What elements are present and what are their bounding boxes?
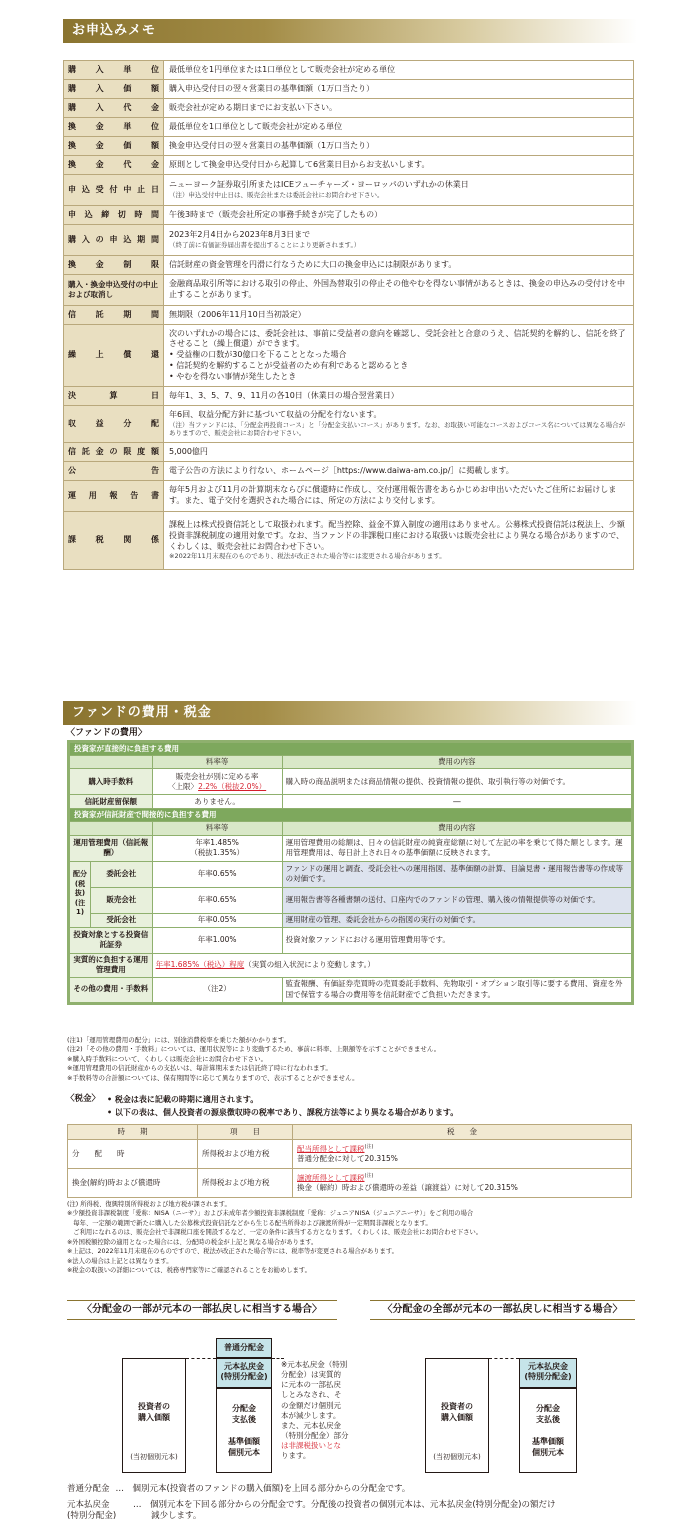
- alloc-desc: ファンドの運用と調査、受託会社への運用指図、基準価額の計算、目論見書・運用報告書等の作成等の対価です。: [282, 861, 632, 887]
- fee-notes: [67, 1036, 440, 1083]
- note-line: ※運用管理費用の信託財産からの支払いは、毎計算期末または信託終了時に行なわれます。: [67, 1064, 332, 1073]
- memo-key: 換金単位: [64, 118, 164, 137]
- memo-row: [64, 61, 634, 80]
- memo-value: [164, 118, 634, 137]
- memo-row: [64, 325, 634, 387]
- memo-value: [164, 406, 634, 443]
- memo-row: [64, 137, 634, 156]
- note-line: ※法人の場合は上記とは異なります。: [67, 1257, 173, 1265]
- initial-principal: (当初個別元本): [130, 1453, 178, 1461]
- memo-value-text: 購入申込受付日の翌々営業日の基準価額（1万口当たり）: [169, 83, 375, 93]
- memo-row: [64, 275, 634, 306]
- target-rate: 年率1.00%: [152, 927, 282, 953]
- buy2: 購入価額: [441, 1412, 473, 1422]
- after-label: [216, 1404, 272, 1426]
- tax-kind: 譲渡所得として課税: [297, 1173, 365, 1183]
- def1: [67, 1484, 410, 1495]
- memo-table: [63, 60, 634, 570]
- memo-row: [64, 225, 634, 256]
- a2: 支払後: [536, 1414, 560, 1424]
- memo-row: [64, 99, 634, 118]
- memo-value: [164, 156, 634, 175]
- memo-value: [164, 206, 634, 225]
- reserve-desc: ―: [282, 795, 632, 809]
- buy2: 購入価額: [138, 1412, 170, 1422]
- memo-key: 購入・換金申込受付の中止および取消し: [64, 275, 164, 306]
- buy-fee-rate: 販売会社が別に定める率: [175, 771, 259, 781]
- memo-value-text: 販売会社が定める期日までにお支払い下さい。: [169, 102, 337, 112]
- alloc-rate: 年率0.05%: [152, 913, 282, 927]
- note-line: ※税金の取扱いの詳細については、税務専門家等にご確認されることをお勧めします。: [67, 1267, 311, 1275]
- memo-row: [64, 80, 634, 99]
- col-rate-2: 料率等: [152, 822, 282, 835]
- alloc-name: 委託会社: [91, 861, 153, 887]
- mgmt-desc: 運用管理費用の総額は、日々の信託財産の純資産総額に対して左記の率を乗じて得た額とします。運用管理費用は、毎日計上され日々の基準価額に反映されます。: [282, 835, 632, 861]
- nl: 分配金）は実質的: [281, 1370, 341, 1380]
- b1: 基準価額: [228, 1437, 260, 1446]
- memo-value: [164, 512, 634, 570]
- memo-key: 換金代金: [64, 156, 164, 175]
- nl: （特別分配金）部分: [281, 1430, 349, 1440]
- memo-key: 購入単位: [64, 61, 164, 80]
- reserve-label: 信託財産留保額: [69, 795, 153, 809]
- note-line: 毎年、一定額の範囲で新たに購入した公募株式投資信託などから生じる配当所得および譲渡所得が一定期間非課税となります。: [67, 1219, 432, 1227]
- alloc-desc: 運用財産の管理、委託会社からの指図の実行の対価です。: [282, 913, 632, 927]
- memo-row: [64, 156, 634, 175]
- note-line: (注2)「その他の費用・手数料」については、運用状況等により変動するため、事前に料率、上限額等を示すことができません。: [67, 1045, 441, 1054]
- def2-v2: 減少します。: [151, 1511, 202, 1522]
- alloc-desc: 運用報告書等各種書類の送付、口座内でのファンドの管理、購入後の情報提供等の対価です。: [282, 887, 632, 913]
- memo-value: [164, 99, 634, 118]
- tax-time: 分 配 時: [68, 1140, 198, 1169]
- memo-value-text: 年6回、収益分配方針に基づいて収益の分配を行ないます。: [169, 409, 382, 419]
- memo-key: 申込締切時間: [64, 206, 164, 225]
- actual-label: 実質的に負担する運用管理費用: [69, 953, 153, 977]
- col-desc: 費用の内容: [282, 756, 632, 769]
- memo-row: [64, 118, 634, 137]
- alloc-rate: 年率0.65%: [152, 887, 282, 913]
- pr2: (特別分配金): [220, 1372, 268, 1381]
- b2: 個別元本: [228, 1447, 260, 1457]
- tax-h-item: 項 目: [198, 1125, 293, 1140]
- memo-value: [164, 137, 634, 156]
- nl: 本が減少します。: [281, 1410, 341, 1420]
- other-desc: 監査報酬、有価証券売買時の売買委託手数料、先物取引・オプション取引等に要する費用、資産を外国で保管する場合の費用等を信託財産でご負担いただきます。: [282, 977, 632, 1003]
- col-rate: 料率等: [152, 756, 282, 769]
- indirect-header: 投資家が信託財産で間接的に負担する費用: [69, 809, 633, 822]
- diagram-right-title: 〈分配金の全部が元本の一部払戻しに相当する場合〉: [370, 1300, 635, 1320]
- reserve-rate: ありません。: [152, 795, 282, 809]
- memo-value-text: 最低単位を1口単位として販売会社が定める単位: [169, 121, 343, 131]
- memo-value-text: 最低単位を1円単位または1口単位として販売会社が定める単位: [169, 64, 396, 74]
- note-line: ※外国税額控除の適用となった場合には、分配時の税金が上記と異なる場合があります。: [67, 1238, 318, 1246]
- memo-value-text: 次のいずれかの場合には、委託会社は、事前に受益者の意向を確認し、受託会社と合意のうえ、信託契約を解約し、信託を終了させること（繰上償還）ができます。: [169, 328, 626, 349]
- b1: 基準価額: [532, 1437, 564, 1446]
- memo-row: [64, 512, 634, 570]
- target-label: 投資対象とする投資信託証券: [69, 927, 153, 953]
- memo-value-text: 課税上は株式投資信託として取扱われます。配当控除、益金不算入制度の適用はありません。公募株式投資信託は税法上、少額投資非課税制度の適用対象です。なお、当ファンドの非課税口座における取扱いは販売会社により異なる場合がありますので、くわしくは、販売会社にお問合わせ下さい。: [169, 519, 625, 551]
- memo-note: （注）申込受付中止日は、販売会社または委託会社にお問合わせ下さい。: [169, 191, 384, 200]
- alloc-name: 販売会社: [91, 887, 153, 913]
- after-box: [216, 1388, 272, 1473]
- tax-item: 所得税および地方税: [198, 1140, 293, 1169]
- alloc-label: 配分(税抜)(注1): [69, 861, 91, 927]
- tax-line2: • 以下の表は、個人投資者の源泉徴収時の税率であり、課税方法等により異なる場合があります。: [107, 1108, 459, 1117]
- tax-h-time: 時 期: [68, 1125, 198, 1140]
- memo-row: [64, 175, 634, 206]
- memo-bullet: • やむを得ない事情が発生したとき: [169, 371, 297, 381]
- nl: は非課税扱いとな: [281, 1441, 341, 1450]
- memo-note: ※2022年11月末現在のものであり、税法が改正された場合等には変更される場合があります。: [169, 552, 446, 561]
- note-line: ※上記は、2022年11月末現在のものですので、税法が改正された場合等には、税率等が変更される場合があります。: [67, 1248, 398, 1256]
- tax-sup: (注): [364, 1143, 374, 1150]
- tax-line1: • 税金は表に記載の時期に適用されます。: [107, 1095, 259, 1104]
- memo-row: [64, 306, 634, 325]
- pr2: (特別分配金): [524, 1372, 572, 1381]
- nl: しとみなされ、そ: [281, 1390, 342, 1400]
- buy-fee-label: 購入時手数料: [69, 769, 153, 795]
- fee-table: [67, 740, 634, 1005]
- principal-return-box: [216, 1358, 272, 1388]
- memo-value-text: 電子公告の方法により行ない、ホームページ［https://www.daiwa-am.co.jp/］に掲載します。: [169, 465, 514, 475]
- tax-h-tax: 税 金: [293, 1125, 632, 1140]
- actual-rate: 年率1.685%（税込）程度: [155, 959, 245, 969]
- memo-key: 購入代金: [64, 99, 164, 118]
- buy-fee-desc: 購入時の商品説明または商品情報の提供、投資情報の提供、取引執行等の対価です。: [282, 769, 632, 795]
- a2: 支払後: [232, 1414, 256, 1424]
- memo-row: [64, 256, 634, 275]
- note-line: (注1)「運用管理費用の配分」には、別途消費税率を乗じた額がかかります。: [67, 1036, 291, 1044]
- memo-row: [64, 481, 634, 512]
- memo-key: 購入価額: [64, 80, 164, 99]
- a1: 分配金: [232, 1404, 256, 1413]
- buy-price-label-2: [425, 1402, 489, 1424]
- memo-value-text: 毎年1、3、5、7、9、11月の各10日（休業日の場合翌営業日）: [169, 390, 399, 400]
- memo-key: 収益分配: [64, 406, 164, 443]
- buy1: 投資者の: [138, 1402, 170, 1411]
- tax-time: 換金(解約)時および償還時: [68, 1169, 198, 1198]
- initial-principal-2: (当初個別元本): [433, 1453, 481, 1461]
- buy-price-label: [122, 1402, 186, 1424]
- memo-value-text: 午後3時まで（販売会社所定の事務手続きが完了したもの）: [169, 209, 383, 219]
- normal-dist-box: 普通分配金: [216, 1338, 272, 1358]
- memo-bullet: • 信託契約を解約することが受益者のため有利であると認めるとき: [169, 360, 409, 370]
- memo-bullet: • 受益権の口数が30億口を下ることとなった場合: [169, 350, 347, 360]
- tax-rate: 普通分配金に対して20.315%: [297, 1154, 398, 1164]
- tax-kind: 配当所得として課税: [297, 1144, 365, 1154]
- pr1: 元本払戻金: [528, 1362, 568, 1371]
- tax-table: [67, 1124, 632, 1198]
- memo-value-text: ニューヨーク証券取引所またはICEフューチャーズ・ヨーロッパのいずれかの休業日: [169, 180, 469, 190]
- memo-note: （注）当ファンドには、「分配金再投資コース」と「分配金支払いコース」があります。なお、お取扱い可能なコースおよびコース名については異なる場合がありますので、販売会社にお問合わせ下さい。: [169, 420, 626, 438]
- memo-key: 繰上償還: [64, 325, 164, 387]
- memo-title: お申込みメモ: [63, 19, 637, 43]
- memo-key: 公告: [64, 462, 164, 481]
- memo-value: [164, 61, 634, 80]
- fees-title: ファンドの費用・税金: [63, 701, 637, 725]
- note-line: ※少額投資非課税制度「愛称：NISA（ニーサ）」および未成年者少額投資非課税制度「愛称：ジュニアNISA（ジュニアニーサ）」をご利用の場合: [67, 1210, 474, 1218]
- target-desc: 投資対象ファンドにおける運用管理費用等です。: [282, 927, 632, 953]
- memo-value-text: 原則として換金申込受付日から起算して6営業日目からお支払いします。: [169, 159, 430, 169]
- memo-row: [64, 387, 634, 406]
- tax-label: 〈税金〉: [66, 1094, 101, 1104]
- other-label: その他の費用・手数料: [69, 977, 153, 1003]
- memo-value: [164, 443, 634, 462]
- diagram-note: [281, 1360, 371, 1461]
- memo-value: [164, 80, 634, 99]
- base-label: [216, 1437, 272, 1459]
- def1-k: 普通分配金: [67, 1484, 110, 1494]
- buy-fee-cap: 〈上限〉: [168, 781, 199, 791]
- memo-value: [164, 175, 634, 206]
- nl: ります。: [281, 1451, 311, 1461]
- pr1: 元本払戻金: [224, 1362, 264, 1371]
- nl: また、元本払戻金: [281, 1420, 341, 1430]
- memo-value: [164, 325, 634, 387]
- memo-value: [164, 306, 634, 325]
- note-line: (注) 所得税、復興特別所得税および地方税が課されます。: [67, 1201, 231, 1208]
- alloc-name: 受託会社: [91, 913, 153, 927]
- after-box-2: [519, 1388, 577, 1473]
- memo-key: 購入の申込期間: [64, 225, 164, 256]
- nl: の金額だけ個別元: [281, 1400, 341, 1410]
- memo-value-text: 2023年2月4日から2023年8月3日まで: [169, 230, 311, 240]
- memo-key: 運用報告書: [64, 481, 164, 512]
- mgmt-rate: 年率1.485%: [195, 837, 239, 847]
- def2-k1: 元本払戻金: [67, 1500, 110, 1510]
- memo-value-text: 換金申込受付日の翌々営業日の基準価額（1万口当たり）: [169, 140, 375, 150]
- memo-key: 課税関係: [64, 512, 164, 570]
- memo-value: [164, 256, 634, 275]
- memo-value: [164, 275, 634, 306]
- memo-key: 換金価額: [64, 137, 164, 156]
- col-desc-2: 費用の内容: [282, 822, 632, 835]
- memo-value-text: 毎年5月および11月の計算期末ならびに償還時に作成し、交付運用報告書をあらかじめお申出いただいたご住所にお届けします。また、電子交付を選択された場合には、所定の方法により交付します。: [169, 485, 617, 505]
- memo-row: [64, 462, 634, 481]
- def1-v: … 個別元本(投資者のファンドの購入価額)を上回る部分からの分配金です。: [115, 1484, 411, 1494]
- memo-key: 申込受付中止日: [64, 175, 164, 206]
- mgmt-label: 運用管理費用（信託報酬）: [69, 835, 153, 861]
- buy1: 投資者の: [441, 1402, 473, 1411]
- def2-v1: … 個別元本を下回る部分からの分配金です。分配後の投資者の個別元本は、元本払戻金(特別分配金)の額だけ: [133, 1500, 556, 1510]
- after-label-2: [519, 1404, 577, 1426]
- note-line: ご利用になれるのは、販売会社で非課税口座を開設するなど、一定の条件に該当する方となります。くわしくは、販売会社にお問合わせ下さい。: [67, 1229, 483, 1237]
- base-label-2: [519, 1437, 577, 1459]
- buy-fee-max: 2.2%（税抜2.0%）: [198, 781, 267, 791]
- memo-key: 換金制限: [64, 256, 164, 275]
- fees-subtitle: 〈ファンドの費用〉: [66, 728, 147, 738]
- mgmt-rate-ex: （税抜1.35%）: [190, 848, 245, 857]
- alloc-rate: 年率0.65%: [152, 861, 282, 887]
- a1: 分配金: [536, 1404, 560, 1413]
- memo-value: [164, 387, 634, 406]
- memo-value-text: 5,000億円: [169, 446, 208, 456]
- nl: ※元本払戻金（特別: [281, 1360, 348, 1369]
- tax-sup: (注): [364, 1172, 374, 1179]
- diagram-left-title: 〈分配金の一部が元本の一部払戻しに相当する場合〉: [67, 1300, 337, 1320]
- memo-note: （終了前に有価証券届出書を提出することにより更新されます。）: [169, 241, 361, 250]
- memo-key: 信託期間: [64, 306, 164, 325]
- memo-key: 信託金の限度額: [64, 443, 164, 462]
- note-line: ※手数料等の合計額については、保有期間等に応じて異なりますので、表示することができません。: [67, 1073, 359, 1082]
- memo-value: [164, 462, 634, 481]
- def2-k2: (特別分配金): [67, 1511, 117, 1522]
- tax-rate: 換金（解約）時および償還時の差益（譲渡益）に対して20.315%: [297, 1183, 518, 1193]
- memo-value: [164, 481, 634, 512]
- tax-item: 所得税および地方税: [198, 1169, 293, 1198]
- direct-header: 投資家が直接的に負担する費用: [69, 742, 633, 756]
- memo-value: [164, 225, 634, 256]
- principal-return-box-2: [519, 1358, 577, 1388]
- memo-value-text: 金融商品取引所等における取引の停止、外国為替取引の停止その他やむを得ない事情があるときは、換金の申込みの受付けを中止することがあります。: [169, 279, 625, 299]
- memo-value-text: 信託財産の資金管理を円滑に行なうために大口の換金申込には制限があります。: [169, 259, 457, 269]
- note-line: ※購入時手数料について、くわしくは販売会社にお問合わせ下さい。: [67, 1054, 268, 1063]
- other-rate: （注2）: [152, 977, 282, 1003]
- b2: 個別元本: [532, 1447, 564, 1457]
- memo-row: [64, 406, 634, 443]
- memo-key: 決算日: [64, 387, 164, 406]
- tax-notes: [67, 1200, 482, 1276]
- memo-value-text: 無期限（2006年11月10日当初設定）: [169, 309, 306, 319]
- memo-row: [64, 206, 634, 225]
- nl: に元本の一部払戻: [281, 1380, 341, 1390]
- actual-desc: （実質の組入状況により変動します。）: [244, 959, 375, 969]
- memo-row: [64, 443, 634, 462]
